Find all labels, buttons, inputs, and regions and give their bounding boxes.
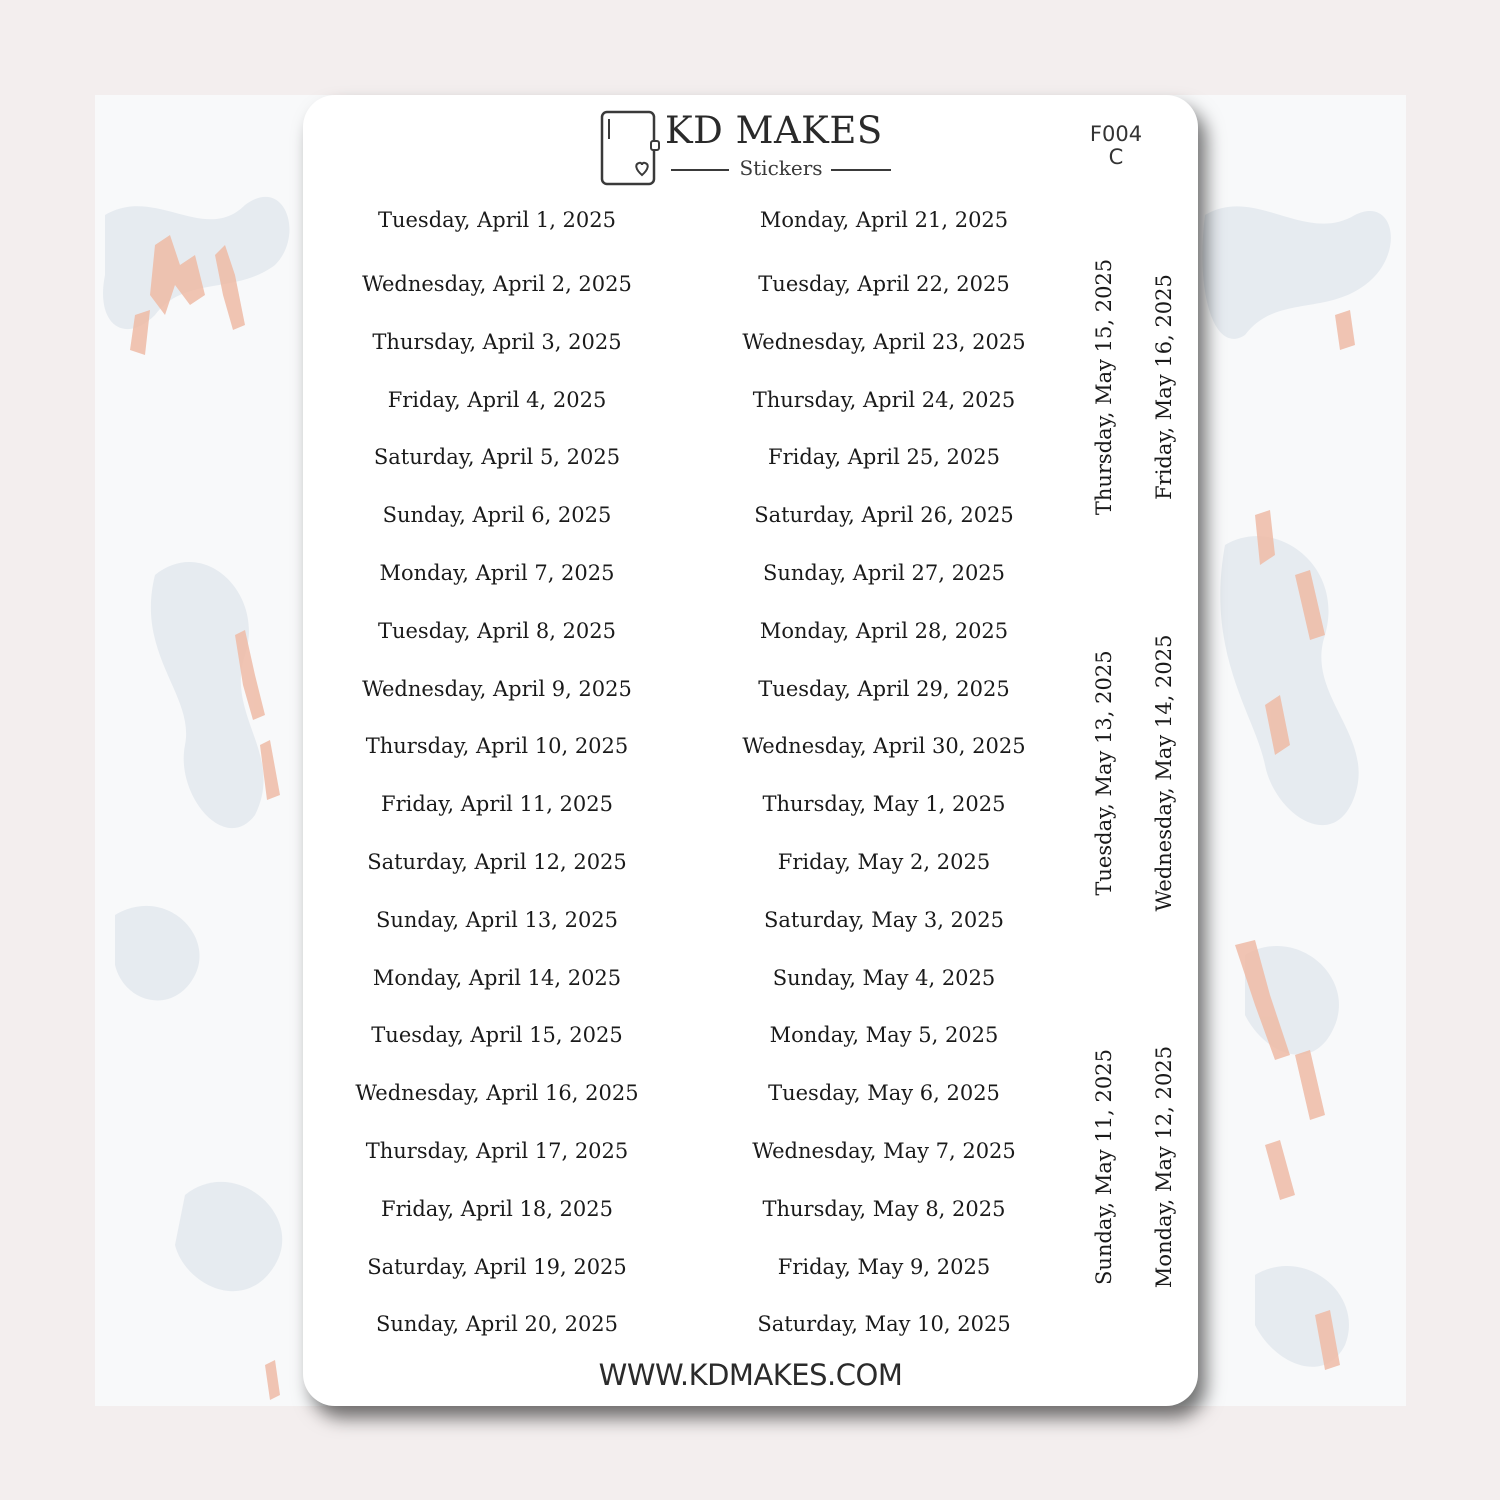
vertical-date-sticker: Sunday, May 11, 2025 (1092, 1049, 1116, 1285)
date-sticker: Tuesday, April 1, 2025 (377, 208, 617, 232)
vertical-date-sticker: Tuesday, May 13, 2025 (1092, 650, 1116, 896)
date-sticker: Sunday, April 20, 2025 (375, 1312, 619, 1337)
date-sticker: Friday, April 18, 2025 (381, 1196, 613, 1221)
date-sticker: Friday, May 2, 2025 (777, 850, 991, 874)
planner-heart-icon (599, 109, 661, 187)
date-sticker: Monday, May 5, 2025 (769, 1023, 999, 1048)
date-sticker: Wednesday, April 16, 2025 (355, 1081, 639, 1106)
sheet-code (1073, 123, 1159, 169)
vertical-date-sticker: Thursday, May 15, 2025 (1092, 258, 1116, 516)
vertical-date-sticker: Friday, May 16, 2025 (1152, 274, 1176, 500)
date-sticker: Tuesday, May 6, 2025 (768, 1081, 1000, 1106)
date-sticker: Wednesday, May 7, 2025 (752, 1139, 1016, 1163)
date-sticker: Saturday, April 26, 2025 (754, 503, 1014, 528)
website-url: WWW.KDMAKES.COM (598, 1358, 903, 1392)
subtitle-rule-right (831, 169, 891, 171)
brand-logo (599, 107, 899, 187)
date-sticker: Tuesday, April 29, 2025 (758, 676, 1010, 701)
vertical-date-sticker: Wednesday, May 14, 2025 (1152, 634, 1176, 912)
date-sticker: Saturday, April 5, 2025 (373, 445, 621, 470)
date-sticker: Friday, May 9, 2025 (777, 1254, 991, 1279)
date-sticker: Wednesday, April 9, 2025 (362, 676, 632, 701)
date-sticker: Friday, April 11, 2025 (381, 792, 613, 817)
date-sticker: Saturday, April 12, 2025 (367, 850, 627, 874)
date-sticker: Monday, April 7, 2025 (379, 561, 615, 585)
date-sticker: Tuesday, April 15, 2025 (371, 1023, 623, 1048)
date-sticker: Sunday, April 27, 2025 (762, 561, 1006, 585)
sheet-code-line1: F004 (1089, 122, 1143, 146)
brand-subtitle: Stickers (739, 156, 823, 180)
date-sticker: Tuesday, April 8, 2025 (377, 618, 617, 643)
date-sticker: Wednesday, April 30, 2025 (742, 734, 1026, 759)
date-sticker: Thursday, April 24, 2025 (752, 387, 1016, 412)
date-sticker: Wednesday, April 2, 2025 (362, 272, 632, 296)
date-sticker: Saturday, May 3, 2025 (763, 907, 1004, 932)
sheet-code-line2: C (1108, 145, 1124, 169)
date-sticker: Friday, April 25, 2025 (768, 445, 1000, 470)
date-sticker: Saturday, April 19, 2025 (367, 1254, 627, 1279)
date-sticker: Thursday, April 10, 2025 (365, 734, 629, 759)
date-sticker: Friday, April 4, 2025 (387, 387, 607, 412)
vertical-date-sticker: Monday, May 12, 2025 (1152, 1045, 1176, 1289)
brand-name: KD MAKES (665, 109, 883, 152)
date-sticker: Sunday, April 13, 2025 (375, 907, 619, 932)
date-sticker: Monday, April 21, 2025 (759, 208, 1009, 232)
date-sticker: Monday, April 28, 2025 (759, 618, 1009, 643)
brand-subtitle-row (671, 155, 891, 183)
date-sticker: Thursday, April 3, 2025 (372, 329, 622, 354)
date-sticker: Saturday, May 10, 2025 (757, 1312, 1011, 1337)
date-sticker: Wednesday, April 23, 2025 (742, 329, 1026, 354)
sticker-sheet (303, 95, 1198, 1406)
date-sticker: Sunday, April 6, 2025 (382, 503, 612, 528)
date-sticker: Tuesday, April 22, 2025 (758, 272, 1010, 296)
date-sticker: Thursday, May 1, 2025 (762, 792, 1006, 817)
date-sticker: Thursday, April 17, 2025 (365, 1139, 629, 1163)
date-sticker: Sunday, May 4, 2025 (772, 965, 996, 990)
date-sticker: Thursday, May 8, 2025 (762, 1196, 1006, 1221)
date-sticker: Monday, April 14, 2025 (372, 965, 622, 990)
